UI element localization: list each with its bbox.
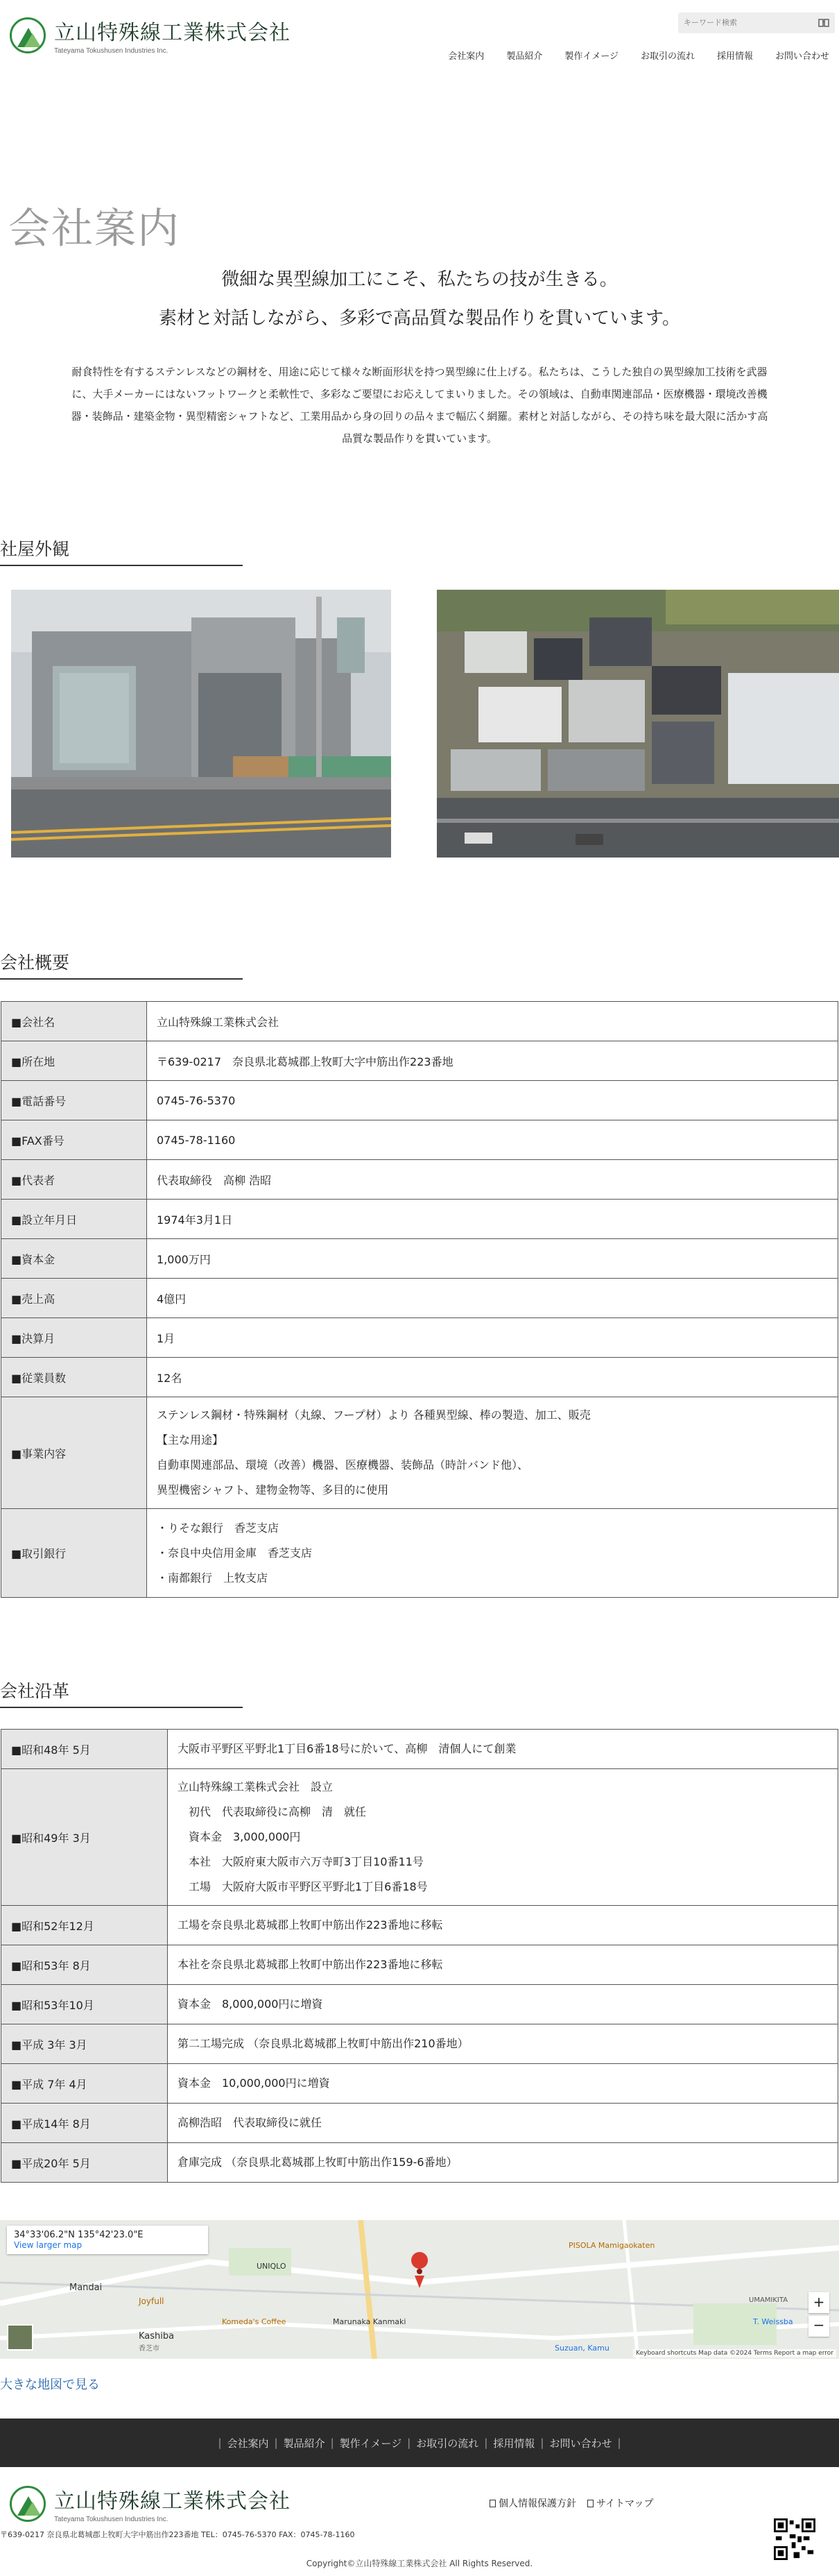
- map-coords: 34°33'06.2"N 135°42'23.0"E: [14, 2230, 144, 2240]
- bank-line: ・りそな銀行 香芝支店: [157, 1521, 279, 1535]
- map-label: Marunaka Kanmaki: [333, 2317, 406, 2326]
- nav-products[interactable]: 製品紹介: [506, 51, 543, 62]
- map-label: Joyfull: [139, 2296, 164, 2306]
- nav-flow[interactable]: お取引の流れ: [640, 51, 695, 62]
- row-event: [168, 1769, 838, 1906]
- row-value: [147, 1509, 838, 1598]
- company-name-en: Tateyama Tokushusen Industries Inc.: [54, 47, 168, 55]
- row-event: [168, 1906, 838, 1945]
- page-title: 会社案内: [8, 205, 180, 253]
- row-event: [168, 2143, 838, 2183]
- row-label: ■決算月: [1, 1318, 147, 1358]
- row-value: 0745-76-5370: [147, 1081, 838, 1120]
- privacy-label: 個人情報保護方針: [499, 2498, 576, 2509]
- footer-address: 〒639-0217 奈良県北葛城郡上牧町大字中筋出作223番地 TEL：0745-76-5370 FAX：0745-78-1160: [0, 2530, 355, 2539]
- company-name: 立山特殊線工業株式会社: [54, 2489, 291, 2514]
- footer-nav-flow[interactable]: お取引の流れ: [416, 2437, 479, 2450]
- table-row: [1, 1279, 838, 1318]
- table-row: [1, 1200, 838, 1239]
- table-row: [1, 1160, 838, 1200]
- table-row: [1, 1239, 838, 1279]
- map-satellite-toggle[interactable]: [7, 2324, 33, 2351]
- qr-code-icon: [774, 2518, 815, 2560]
- row-label: ■事業内容: [1, 1397, 147, 1509]
- table-row: [1, 1906, 838, 1945]
- business-line: 【主な用途】: [157, 1433, 224, 1447]
- intro-line: 耐食特性を有するステンレスなどの鋼材を、用途に応じて様々な断面形状を持つ異型線に仕上げる。私たちは、こうした独自の異型線加工技術を武器: [71, 366, 768, 378]
- copyright: Copyright©立山特殊線工業株式会社 All Rights Reserved.: [306, 2559, 533, 2568]
- event-line: 本社 大阪府東大阪市六万寺町3丁目10番11号: [178, 1855, 424, 1868]
- table-row: [1, 2064, 838, 2104]
- table-row: [1, 1358, 838, 1397]
- row-event: [168, 1985, 838, 2024]
- google-map[interactable]: [0, 2220, 839, 2359]
- search-icon[interactable]: [818, 17, 829, 28]
- row-date: ■平成14年 8月: [1, 2104, 168, 2143]
- row-date: ■平成20年 5月: [1, 2143, 168, 2183]
- lead-block: [0, 260, 839, 338]
- row-value: [147, 1397, 838, 1509]
- footer-nav-gallery[interactable]: 製作イメージ: [339, 2437, 402, 2450]
- event-line: 資本金 10,000,000円に増資: [178, 2076, 330, 2090]
- row-label: ■FAX番号: [1, 1120, 147, 1160]
- map-info-card: [7, 2226, 208, 2254]
- map-label: UNIQLO: [257, 2262, 286, 2271]
- row-event: [168, 2024, 838, 2064]
- intro-line: に、大手メーカーにはないフットワークと柔軟性で、多彩なご要望にお応えしてまいりました。その領域は、自動車関連部品・医療機器・環境改善機: [71, 388, 768, 400]
- privacy-link[interactable]: [490, 2496, 576, 2510]
- map-attribution: Keyboard shortcuts Map data ©2024 Terms Report a map error: [633, 2349, 836, 2357]
- event-line: 工場 大阪府大阪市平野区平野北1丁目6番18号: [178, 1880, 428, 1893]
- event-line: 大阪市平野区平野北1丁目6番18号に於いて、高柳 清個人にて創業: [178, 1742, 517, 1755]
- company-name: 立山特殊線工業株式会社: [54, 21, 291, 45]
- event-line: 資本金 8,000,000円に増資: [178, 1997, 323, 2011]
- intro-line: 品質な製品作りを貫いています。: [342, 432, 497, 445]
- section-title-exterior: 社屋外観: [0, 536, 243, 566]
- bank-line: ・奈良中央信用金庫 香芝支店: [157, 1546, 313, 1560]
- row-label: ■従業員数: [1, 1358, 147, 1397]
- table-row: [1, 2104, 838, 2143]
- row-date: ■昭和53年10月: [1, 1985, 168, 2024]
- event-line: 倉庫完成 （奈良県北葛城郡上牧町中筋出作159-6番地）: [178, 2156, 458, 2169]
- logo-mountain-icon: [10, 17, 46, 53]
- nav-recruit[interactable]: 採用情報: [716, 51, 753, 62]
- map-label: PISOLA Mamigaokaten: [569, 2241, 655, 2250]
- event-line: 資本金 3,000,000円: [178, 1830, 301, 1843]
- event-line: 本社を奈良県北葛城郡上牧町中筋出作223番地に移転: [178, 1958, 443, 1971]
- row-event: [168, 1945, 838, 1985]
- bigger-map-link[interactable]: 大きな地図で見る: [0, 2378, 100, 2392]
- row-label: ■会社名: [1, 1002, 147, 1041]
- map-label: 香芝市: [139, 2345, 159, 2353]
- nav-gallery[interactable]: 製作イメージ: [564, 51, 619, 62]
- site-header: [0, 0, 839, 76]
- row-value: 1,000万円: [147, 1239, 838, 1279]
- table-row: [1, 2024, 838, 2064]
- row-value: 〒639-0217 奈良県北葛城郡上牧町大字中筋出作223番地: [147, 1041, 838, 1081]
- row-label: ■取引銀行: [1, 1509, 147, 1598]
- row-label: ■資本金: [1, 1239, 147, 1279]
- lead-line-1: 微細な異型線加工にこそ、私たちの技が生きる。: [221, 269, 618, 290]
- row-date: ■昭和53年 8月: [1, 1945, 168, 1985]
- row-value: 1月: [147, 1318, 838, 1358]
- business-line: ステンレス鋼材・特殊鋼材（丸線、フープ材）より 各種異型線、棒の製造、加工、販売: [157, 1408, 591, 1422]
- footer-nav: | 会社案内 | 製品紹介 | 製作イメージ | お取引の流れ | 採用情報 | お問い合わせ |: [0, 2419, 839, 2467]
- table-row: [1, 1041, 838, 1081]
- event-line: 初代 代表取締役に高柳 清 就任: [178, 1805, 367, 1818]
- table-row: [1, 1397, 838, 1509]
- section-title-overview: 会社概要: [0, 949, 243, 980]
- search-box: [678, 12, 835, 33]
- event-line: 工場を奈良県北葛城郡上牧町中筋出作223番地に移転: [178, 1918, 443, 1931]
- row-value: 0745-78-1160: [147, 1120, 838, 1160]
- table-row: [1, 1730, 838, 1769]
- row-label: ■設立年月日: [1, 1200, 147, 1239]
- aerial-photo: [437, 590, 839, 858]
- row-date: ■昭和48年 5月: [1, 1730, 168, 1769]
- section-title-history: 会社沿革: [0, 1678, 243, 1708]
- zoom-in-button[interactable]: +: [808, 2292, 829, 2313]
- row-event: [168, 1730, 838, 1769]
- sitemap-label: サイトマップ: [596, 2498, 654, 2509]
- row-label: ■電話番号: [1, 1081, 147, 1120]
- table-row: [1, 1985, 838, 2024]
- nav-contact[interactable]: お問い合わせ: [775, 51, 829, 62]
- document-icon: [490, 2500, 496, 2507]
- table-row: [1, 1002, 838, 1041]
- company-overview-table: [1, 1001, 838, 1598]
- table-row: [1, 1081, 838, 1120]
- table-row: [1, 1318, 838, 1358]
- table-row: [1, 1509, 838, 1598]
- company-name-en: Tateyama Tokushusen Industries Inc.: [54, 2516, 168, 2523]
- intro-line: 器・装飾品・建築金物・異型精密シャフトなど、工業用品から身の回りの品々まで幅広く網羅。素材と対話しながら、その持ち味を最大限に活かす高: [71, 410, 768, 423]
- view-larger-map-link[interactable]: View larger map: [14, 2240, 83, 2250]
- global-nav: [448, 49, 829, 62]
- footer-logo[interactable]: [10, 2484, 291, 2523]
- logo-mountain-icon: [10, 2486, 46, 2522]
- row-label: ■代表者: [1, 1160, 147, 1200]
- footer-nav-company[interactable]: 会社案内: [227, 2437, 269, 2450]
- table-row: [1, 2143, 838, 2183]
- footer-nav-recruit[interactable]: 採用情報: [493, 2437, 535, 2450]
- footer-links: [490, 2496, 653, 2510]
- sitemap-link[interactable]: [587, 2496, 653, 2510]
- business-line: 異型機密シャフト、建物金物等、多目的に使用: [157, 1483, 389, 1496]
- row-date: ■昭和49年 3月: [1, 1769, 168, 1906]
- row-date: ■平成 7年 4月: [1, 2064, 168, 2104]
- building-front-photo: [11, 590, 391, 858]
- event-line: 第二工場完成 （奈良県北葛城郡上牧町中筋出作210番地）: [178, 2037, 469, 2050]
- map-label: UMAMIKITA: [749, 2296, 788, 2304]
- intro-text: [0, 361, 839, 450]
- row-date: ■昭和52年12月: [1, 1906, 168, 1945]
- event-line: 高柳浩昭 代表取締役に就任: [178, 2116, 322, 2129]
- map-label: Kashiba: [139, 2331, 175, 2342]
- search-input[interactable]: [678, 19, 803, 27]
- company-logo[interactable]: [10, 15, 291, 55]
- lead-line-2: 素材と対話しながら、多彩で高品質な製品作りを貫いています。: [159, 308, 680, 329]
- map-label: T. Weissba: [753, 2317, 793, 2326]
- row-label: ■所在地: [1, 1041, 147, 1081]
- row-event: [168, 2104, 838, 2143]
- row-value: 代表取締役 高柳 浩昭: [147, 1160, 838, 1200]
- bank-line: ・南都銀行 上牧支店: [157, 1571, 268, 1585]
- business-line: 自動車関連部品、環境（改善）機器、医療機器、装飾品（時計バンド他）、: [157, 1458, 529, 1472]
- zoom-out-button[interactable]: −: [808, 2316, 829, 2337]
- table-row: [1, 1945, 838, 1985]
- row-label: ■売上高: [1, 1279, 147, 1318]
- row-date: ■平成 3年 3月: [1, 2024, 168, 2064]
- table-row: [1, 1769, 838, 1906]
- company-history-table: [1, 1729, 838, 2183]
- map-label: Mandai: [69, 2283, 103, 2293]
- document-icon: [587, 2500, 594, 2507]
- row-value: 1974年3月1日: [147, 1200, 838, 1239]
- table-row: [1, 1120, 838, 1160]
- map-label: Suzuan, Kamu: [555, 2344, 609, 2353]
- row-value: 4億円: [147, 1279, 838, 1318]
- footer-nav-contact[interactable]: お問い合わせ: [549, 2437, 612, 2450]
- map-label: Komeda's Coffee: [222, 2317, 286, 2326]
- row-value: 立山特殊線工業株式会社: [147, 1002, 838, 1041]
- event-line: 立山特殊線工業株式会社 設立: [178, 1780, 334, 1793]
- footer-nav-products[interactable]: 製品紹介: [283, 2437, 325, 2450]
- row-event: [168, 2064, 838, 2104]
- row-value: 12名: [147, 1358, 838, 1397]
- nav-company[interactable]: 会社案内: [448, 51, 485, 62]
